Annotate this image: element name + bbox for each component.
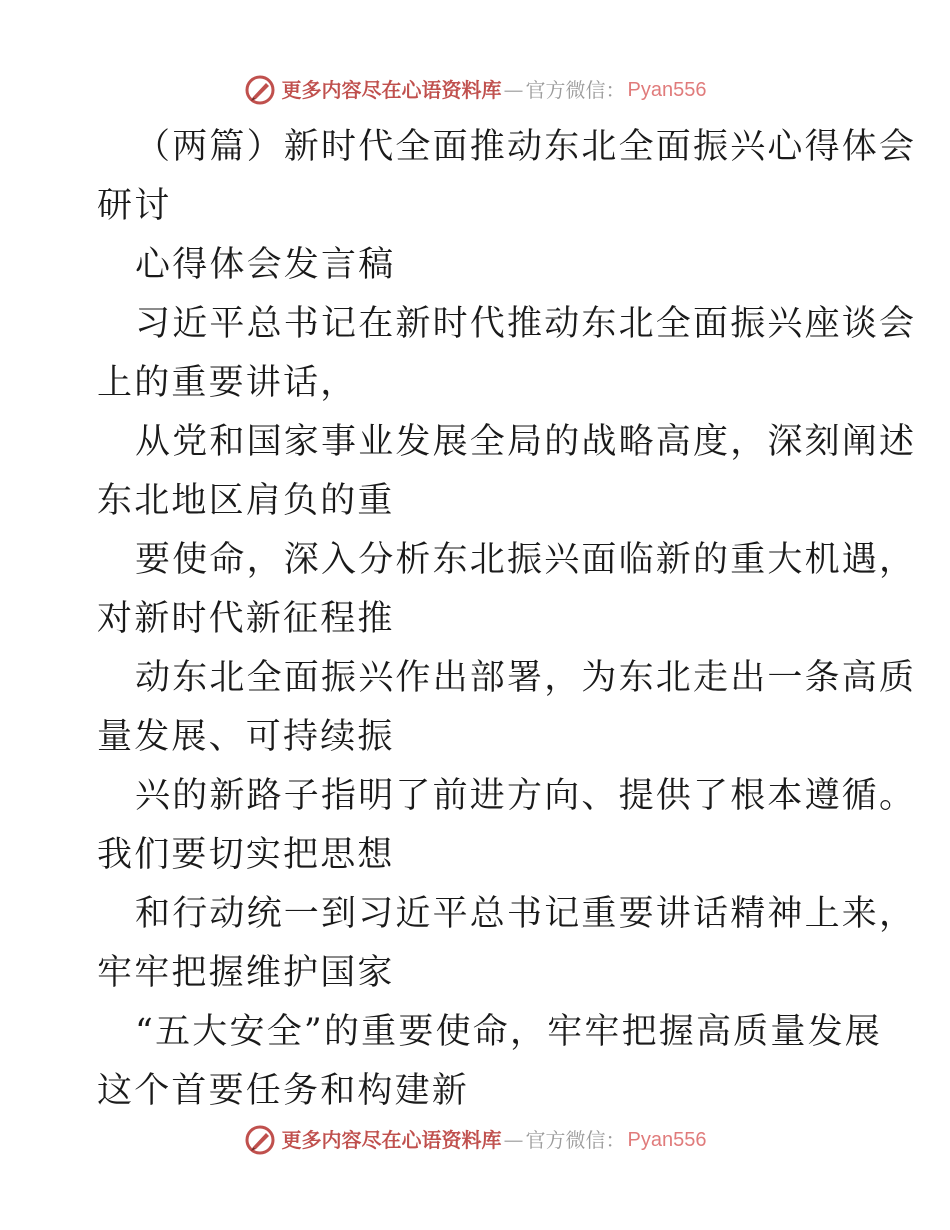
paragraph: “五大安全”的重要使命，牢牢把握高质量发展 这个首要任务和构建新	[97, 1012, 882, 1111]
document-subtitle: 心得体会发言稿	[135, 245, 396, 285]
banner-text	[282, 1120, 707, 1160]
paragraph: 动东北全面振兴作出部署，为东北走出一条高质 量发展、可持续振	[97, 658, 917, 757]
banner-wechat-id: Pyan556	[627, 79, 707, 101]
banner-wechat-id: Pyan556	[627, 1129, 707, 1151]
pen-logo-icon	[244, 1124, 276, 1156]
banner-side-text: 官方微信：	[525, 1128, 626, 1152]
banner-side-text: 官方微信：	[525, 78, 626, 102]
paragraph: 从党和国家事业发展全局的战略高度，深刻阐述 东北地区肩负的重	[97, 422, 917, 521]
banner-main-text: 更多内容尽在心语资料库	[281, 78, 502, 102]
footer-watermark-banner	[0, 1120, 950, 1160]
banner-dash: —	[503, 78, 524, 102]
paragraph: 和行动统一到习近平总书记重要讲话精神上来， 牢牢把握维护国家	[97, 894, 917, 993]
paragraph: 要使命，深入分析东北振兴面临新的重大机遇， 对新时代新征程推	[97, 540, 917, 639]
paragraph: 兴的新路子指明了前进方向、提供了根本遵循。 我们要切实把思想	[97, 776, 917, 875]
banner-text	[282, 70, 707, 110]
banner-dash: —	[503, 1128, 524, 1152]
document-title: （两篇）新时代全面推动东北全面振兴心得体会 研讨	[97, 127, 917, 226]
paragraph: 习近平总书记在新时代推动东北全面振兴座谈会 上的重要讲话，	[97, 304, 917, 403]
pen-logo-icon	[244, 74, 276, 106]
header-watermark-banner	[0, 70, 950, 110]
document-body	[97, 118, 917, 1121]
banner-main-text: 更多内容尽在心语资料库	[281, 1128, 502, 1152]
